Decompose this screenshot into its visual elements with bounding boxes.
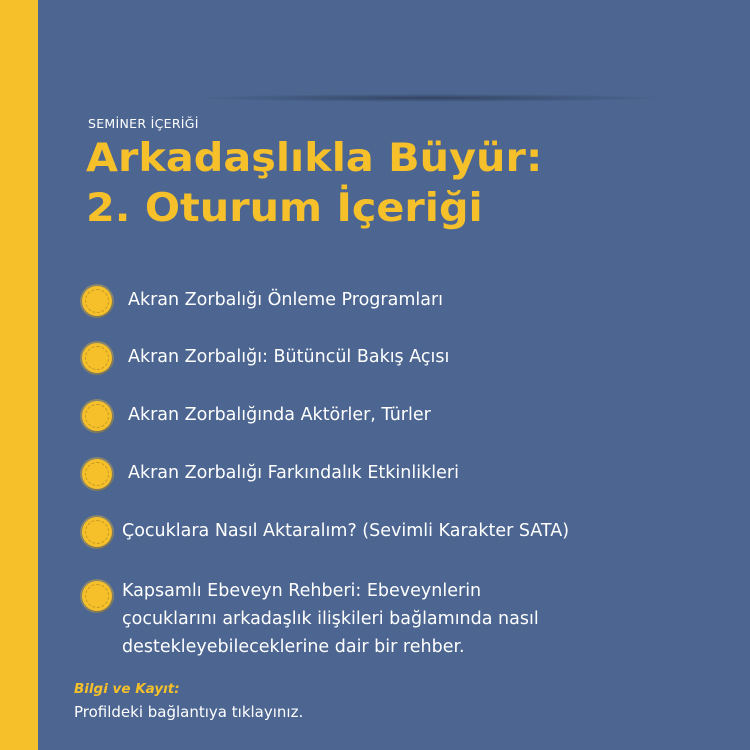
list-item-text: Akran Zorbalığı: Bütüncül Bakış Açısı <box>128 347 450 367</box>
bullet-dot-icon <box>82 343 112 373</box>
list-item-text: Akran Zorbalığı Önleme Programları <box>128 290 444 310</box>
list-item-text-line-2: çocuklarını arkadaşlık ilişkileri bağlamında nasıl <box>122 609 539 629</box>
title-line-1: Arkadaşlıkla Büyür: <box>86 136 543 181</box>
info-text: Profildeki bağlantıya tıklayınız. <box>74 703 304 721</box>
bullet-dot-icon <box>82 286 112 316</box>
bullet-dot-icon <box>82 581 112 611</box>
section-eyebrow: SEMİNER İÇERİĞİ <box>88 116 199 131</box>
bullet-dot-icon <box>82 517 112 547</box>
bullet-dot-icon <box>82 459 112 489</box>
list-item-text: Çocuklara Nasıl Aktaralım? (Sevimli Karakter SATA) <box>122 521 570 541</box>
list-item-text: Akran Zorbalığında Aktörler, Türler <box>128 405 431 425</box>
info-label: Bilgi ve Kayıt: <box>74 681 180 697</box>
list-item-text-line-1: Kapsamlı Ebeveyn Rehberi: Ebeveynlerin <box>122 581 482 601</box>
list-item-text-line-3: destekleyebileceklerine dair bir rehber. <box>122 637 465 657</box>
list-item-text: Akran Zorbalığı Farkındalık Etkinlikleri <box>128 463 459 483</box>
bullet-dot-icon <box>82 401 112 431</box>
title-line-2: 2. Oturum İçeriği <box>86 186 483 231</box>
